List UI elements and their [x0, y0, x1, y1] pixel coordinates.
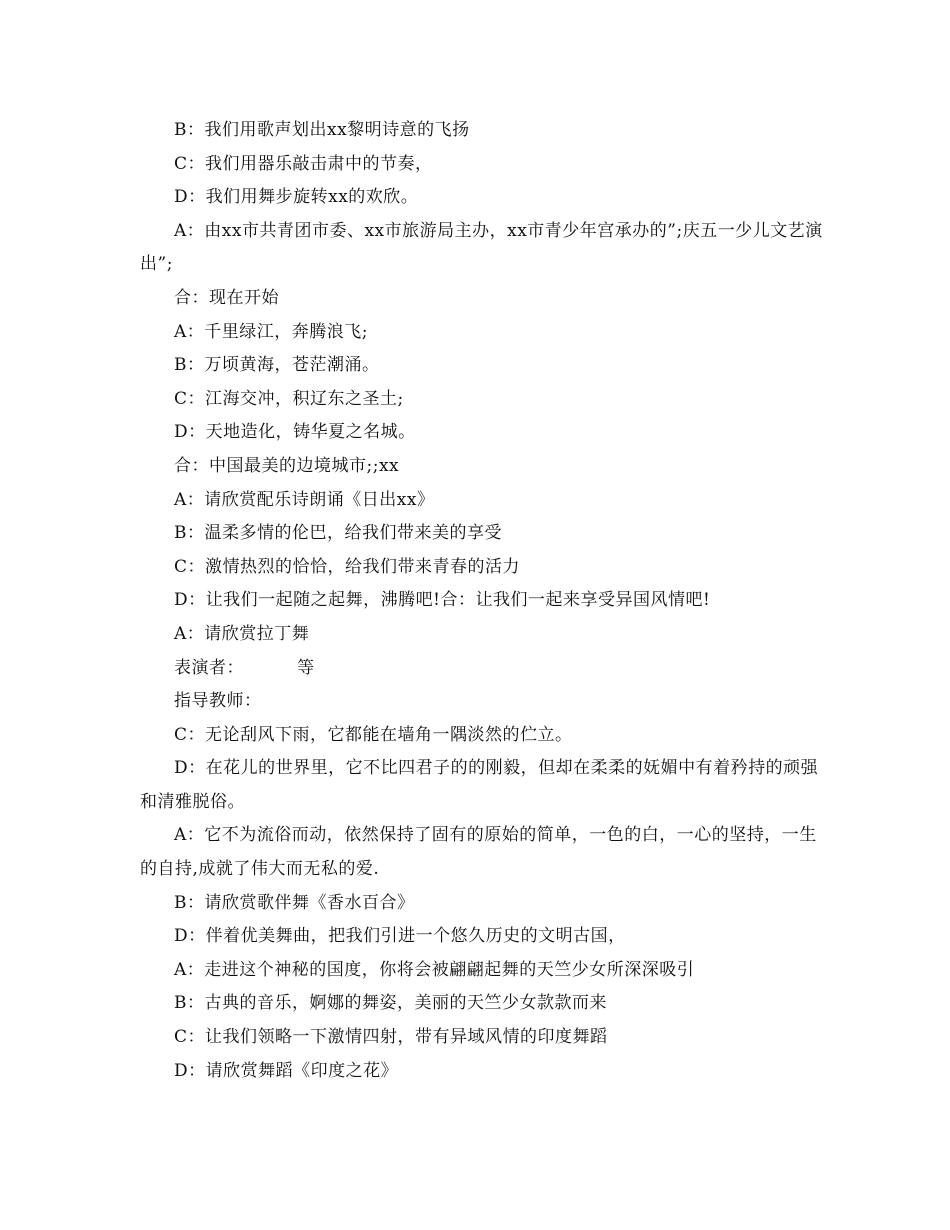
script-line-d-4: D：在花儿的世界里，它不比四君子的的刚毅，但却在柔柔的妩媚中有着矜持的顽强和清雅脱俗。: [140, 758, 819, 812]
script-line-c-1: C：我们用器乐敲击肃中的节奏，: [174, 153, 433, 174]
script-line-a-6: A：走进这个神秘的国度，你将会被翩翩起舞的天竺少女所深深吸引: [174, 959, 695, 980]
script-line-a-3: A：请欣赏配乐诗朗诵《日出xx》: [174, 489, 435, 510]
script-line-a-1: A：由xx市共青团市委、xx市旅游局主办，xx市青少年宫承办的”;庆五一少儿文艺演出”;: [140, 220, 823, 275]
document-body: [140, 114, 830, 1088]
script-line-c-3: C：激情热烈的恰恰，给我们带来青春的活力: [174, 556, 521, 577]
script-line-chorus-2: 合：中国最美的边境城市;;xx: [174, 455, 400, 476]
script-line-b-2: B：万顷黄海，苍茫潮涌。: [174, 355, 380, 376]
script-line-b-3: B：温柔多情的伦巴，给我们带来美的享受: [174, 523, 502, 544]
script-line-a-2: A：千里绿江，奔腾浪飞;: [174, 321, 369, 342]
performers-line: 表演者： 等: [174, 657, 315, 678]
script-line-d-3: D：让我们一起随之起舞，沸腾吧!合：让我们一起来享受异国风情吧!: [174, 590, 711, 611]
script-line-a-4: A：请欣赏拉丁舞: [174, 623, 310, 644]
script-line-chorus-1: 合：现在开始: [174, 287, 279, 308]
script-line-b-5: B：古典的音乐，婀娜的舞姿，美丽的天竺少女款款而来: [174, 993, 607, 1014]
script-line-d-5: D：伴着优美舞曲，把我们引进一个悠久历史的文明古国，: [174, 926, 626, 947]
script-line-d-1: D：我们用舞步旋转xx的欢欣。: [174, 187, 419, 208]
instructor-line: 指导教师：: [174, 691, 262, 712]
script-line-b-1: B：我们用歌声划出xx黎明诗意的飞扬: [174, 120, 470, 140]
script-line-d-2: D：天地造化，铸华夏之名城。: [174, 422, 416, 443]
script-line-c-2: C：江海交冲，积辽东之圣土;: [174, 388, 404, 409]
script-line-c-4: C：无论刮风下雨，它都能在墙角一隅淡然的伫立。: [174, 724, 573, 745]
script-line-b-4: B：请欣赏歌伴舞《香水百合》: [174, 892, 415, 913]
script-line-d-6: D：请欣赏舞蹈《印度之花》: [174, 1060, 399, 1081]
script-line-a-5: A：它不为流俗而动，依然保持了固有的原始的简单，一色的白，一心的坚持，一生的自持,成就了伟大而无私的爱.: [140, 825, 817, 880]
script-line-c-5: C：让我们领略一下激情四射，带有异域风情的印度舞蹈: [174, 1027, 608, 1048]
